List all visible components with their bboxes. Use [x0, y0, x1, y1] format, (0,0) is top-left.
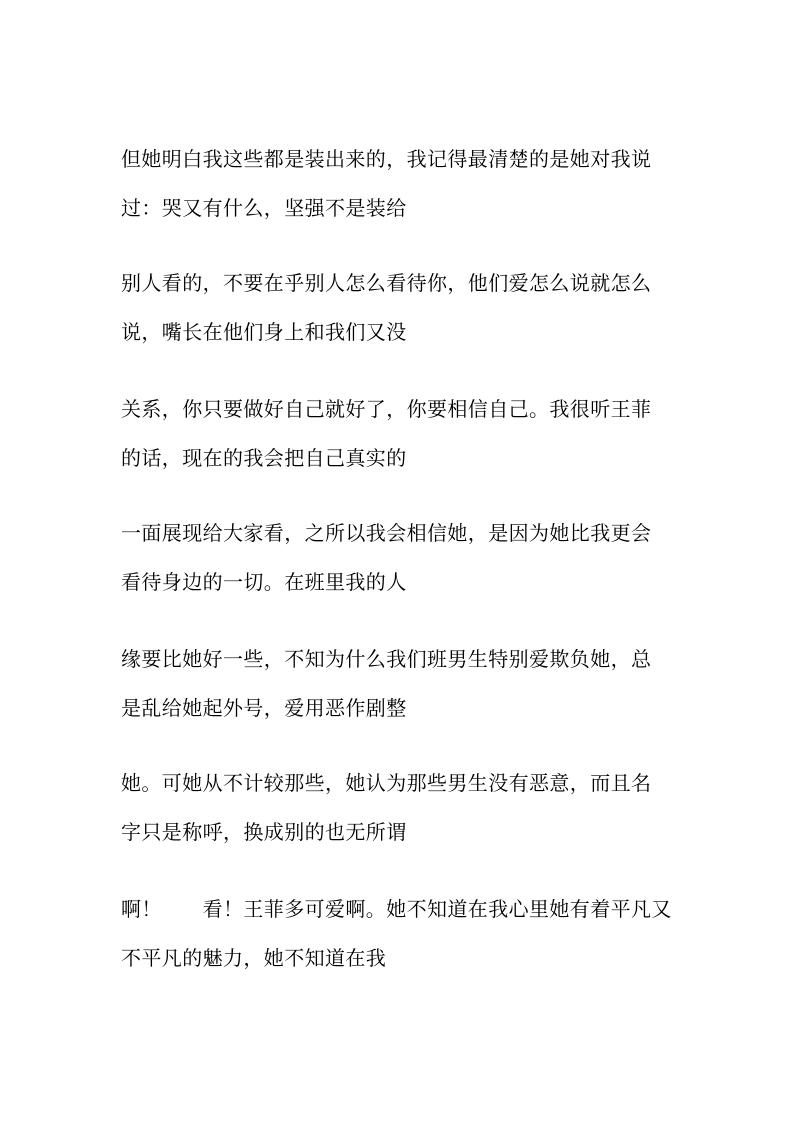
text-line: 但她明白我这些都是装出来的，我记得最清楚的是她对我说	[121, 147, 652, 171]
paragraph	[121, 521, 681, 594]
paragraph	[121, 147, 681, 220]
text-line: 看待身边的一切。在班里我的人	[121, 570, 407, 594]
text-line: 别人看的，不要在乎别人怎么看待你，他们爱怎么说就怎么	[121, 271, 652, 295]
text-line: 缘要比她好一些，不知为什么我们班男生特别爱欺负她，总	[121, 647, 652, 671]
paragraph	[121, 271, 681, 344]
text-line: 她。可她从不计较那些，她认为那些男生没有恶意，而且名	[121, 771, 652, 795]
text-line: 是乱给她起外号，爱用恶作剧整	[121, 696, 407, 720]
paragraph	[121, 397, 681, 470]
paragraph	[121, 771, 681, 844]
text-line: 一面展现给大家看，之所以我会相信她，是因为她比我更会	[121, 521, 652, 545]
text-line: 啊！ 看！王菲多可爱啊。她不知道在我心里她有着平凡又	[121, 897, 672, 921]
text-line: 的话，现在的我会把自己真实的	[121, 446, 407, 470]
paragraph	[121, 647, 681, 720]
text-line: 关系，你只要做好自己就好了，你要相信自己。我很听王菲	[121, 397, 652, 421]
paragraph	[121, 897, 681, 970]
text-line: 不平凡的魅力，她不知道在我	[121, 946, 387, 970]
text-line: 说，嘴长在他们身上和我们又没	[121, 320, 407, 344]
text-line: 字只是称呼，换成别的也无所谓	[121, 820, 407, 844]
text-line: 过：哭又有什么，坚强不是装给	[121, 196, 407, 220]
